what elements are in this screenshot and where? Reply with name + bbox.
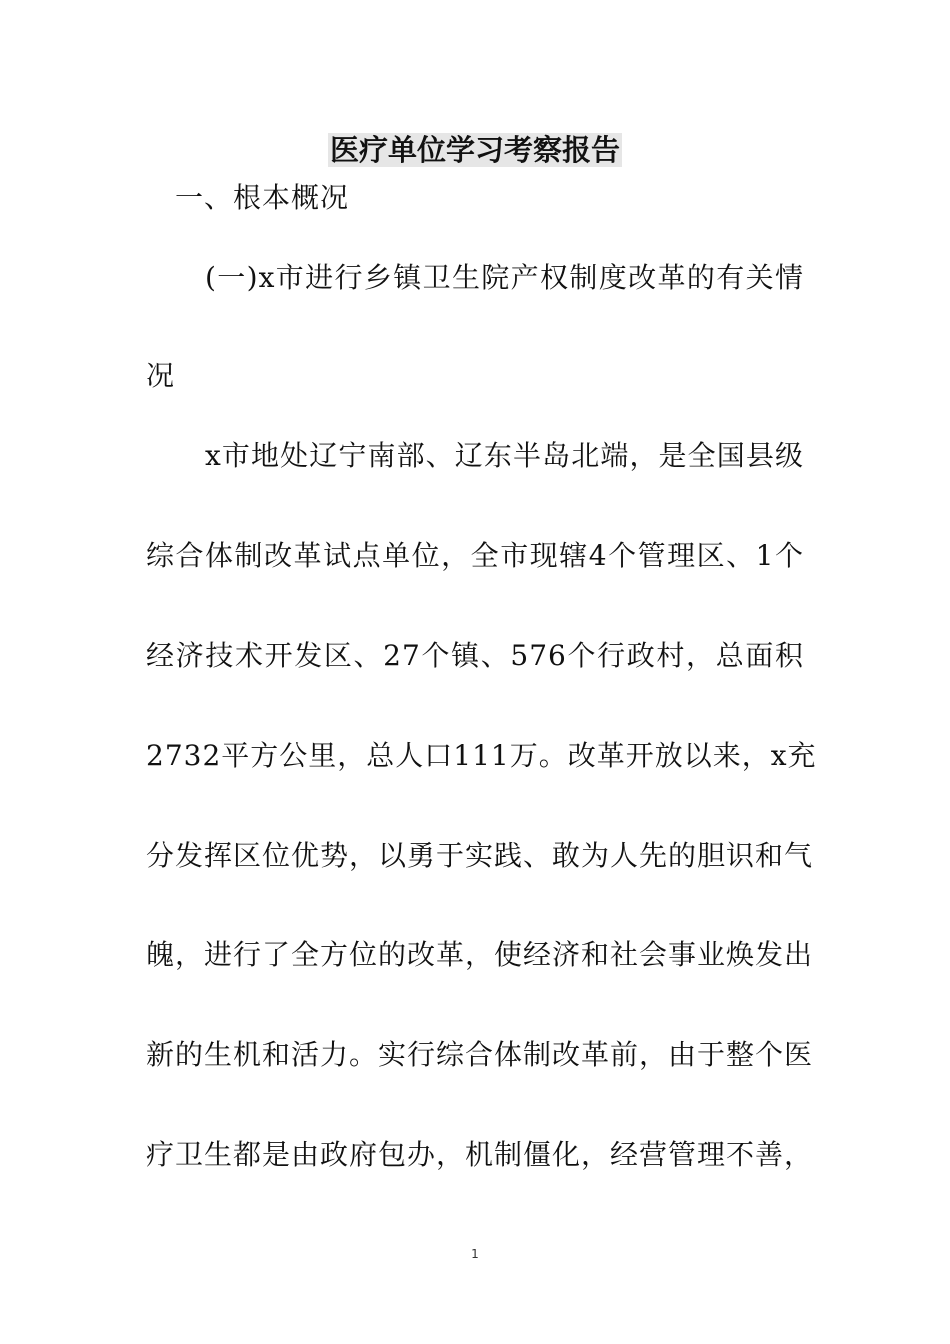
paragraph-line-5: 分发挥区位优势，以勇于实践、敢为人先的胆识和气 (146, 839, 814, 872)
section-heading: 一、根本概况 (175, 181, 350, 214)
paragraph-line-1: x市地处辽宁南部、辽东半岛北端，是全国县级 (205, 439, 804, 472)
subsection-heading-line-1: (一)x市进行乡镇卫生院产权制度改革的有关情 (205, 261, 804, 294)
subsection-heading-line-2: 况 (146, 359, 176, 392)
page-number: 1 (471, 1247, 479, 1261)
paragraph-line-8: 疗卫生都是由政府包办，机制僵化，经营管理不善， (146, 1138, 814, 1171)
paragraph-line-4: 2732平方公里，总人口111万。改革开放以来，x充 (146, 739, 817, 772)
paragraph-line-7: 新的生机和活力。实行综合体制改革前，由于整个医 (146, 1038, 814, 1071)
paragraph-line-6: 魄，进行了全方位的改革，使经济和社会事业焕发出 (146, 938, 814, 971)
document-title-text: 医疗单位学习考察报告 (329, 133, 620, 167)
paragraph-line-2: 综合体制改革试点单位，全市现辖4个管理区、1个 (146, 539, 804, 572)
document-title (0, 131, 950, 169)
paragraph-line-3: 经济技术开发区、27个镇、576个行政村，总面积 (146, 639, 804, 672)
